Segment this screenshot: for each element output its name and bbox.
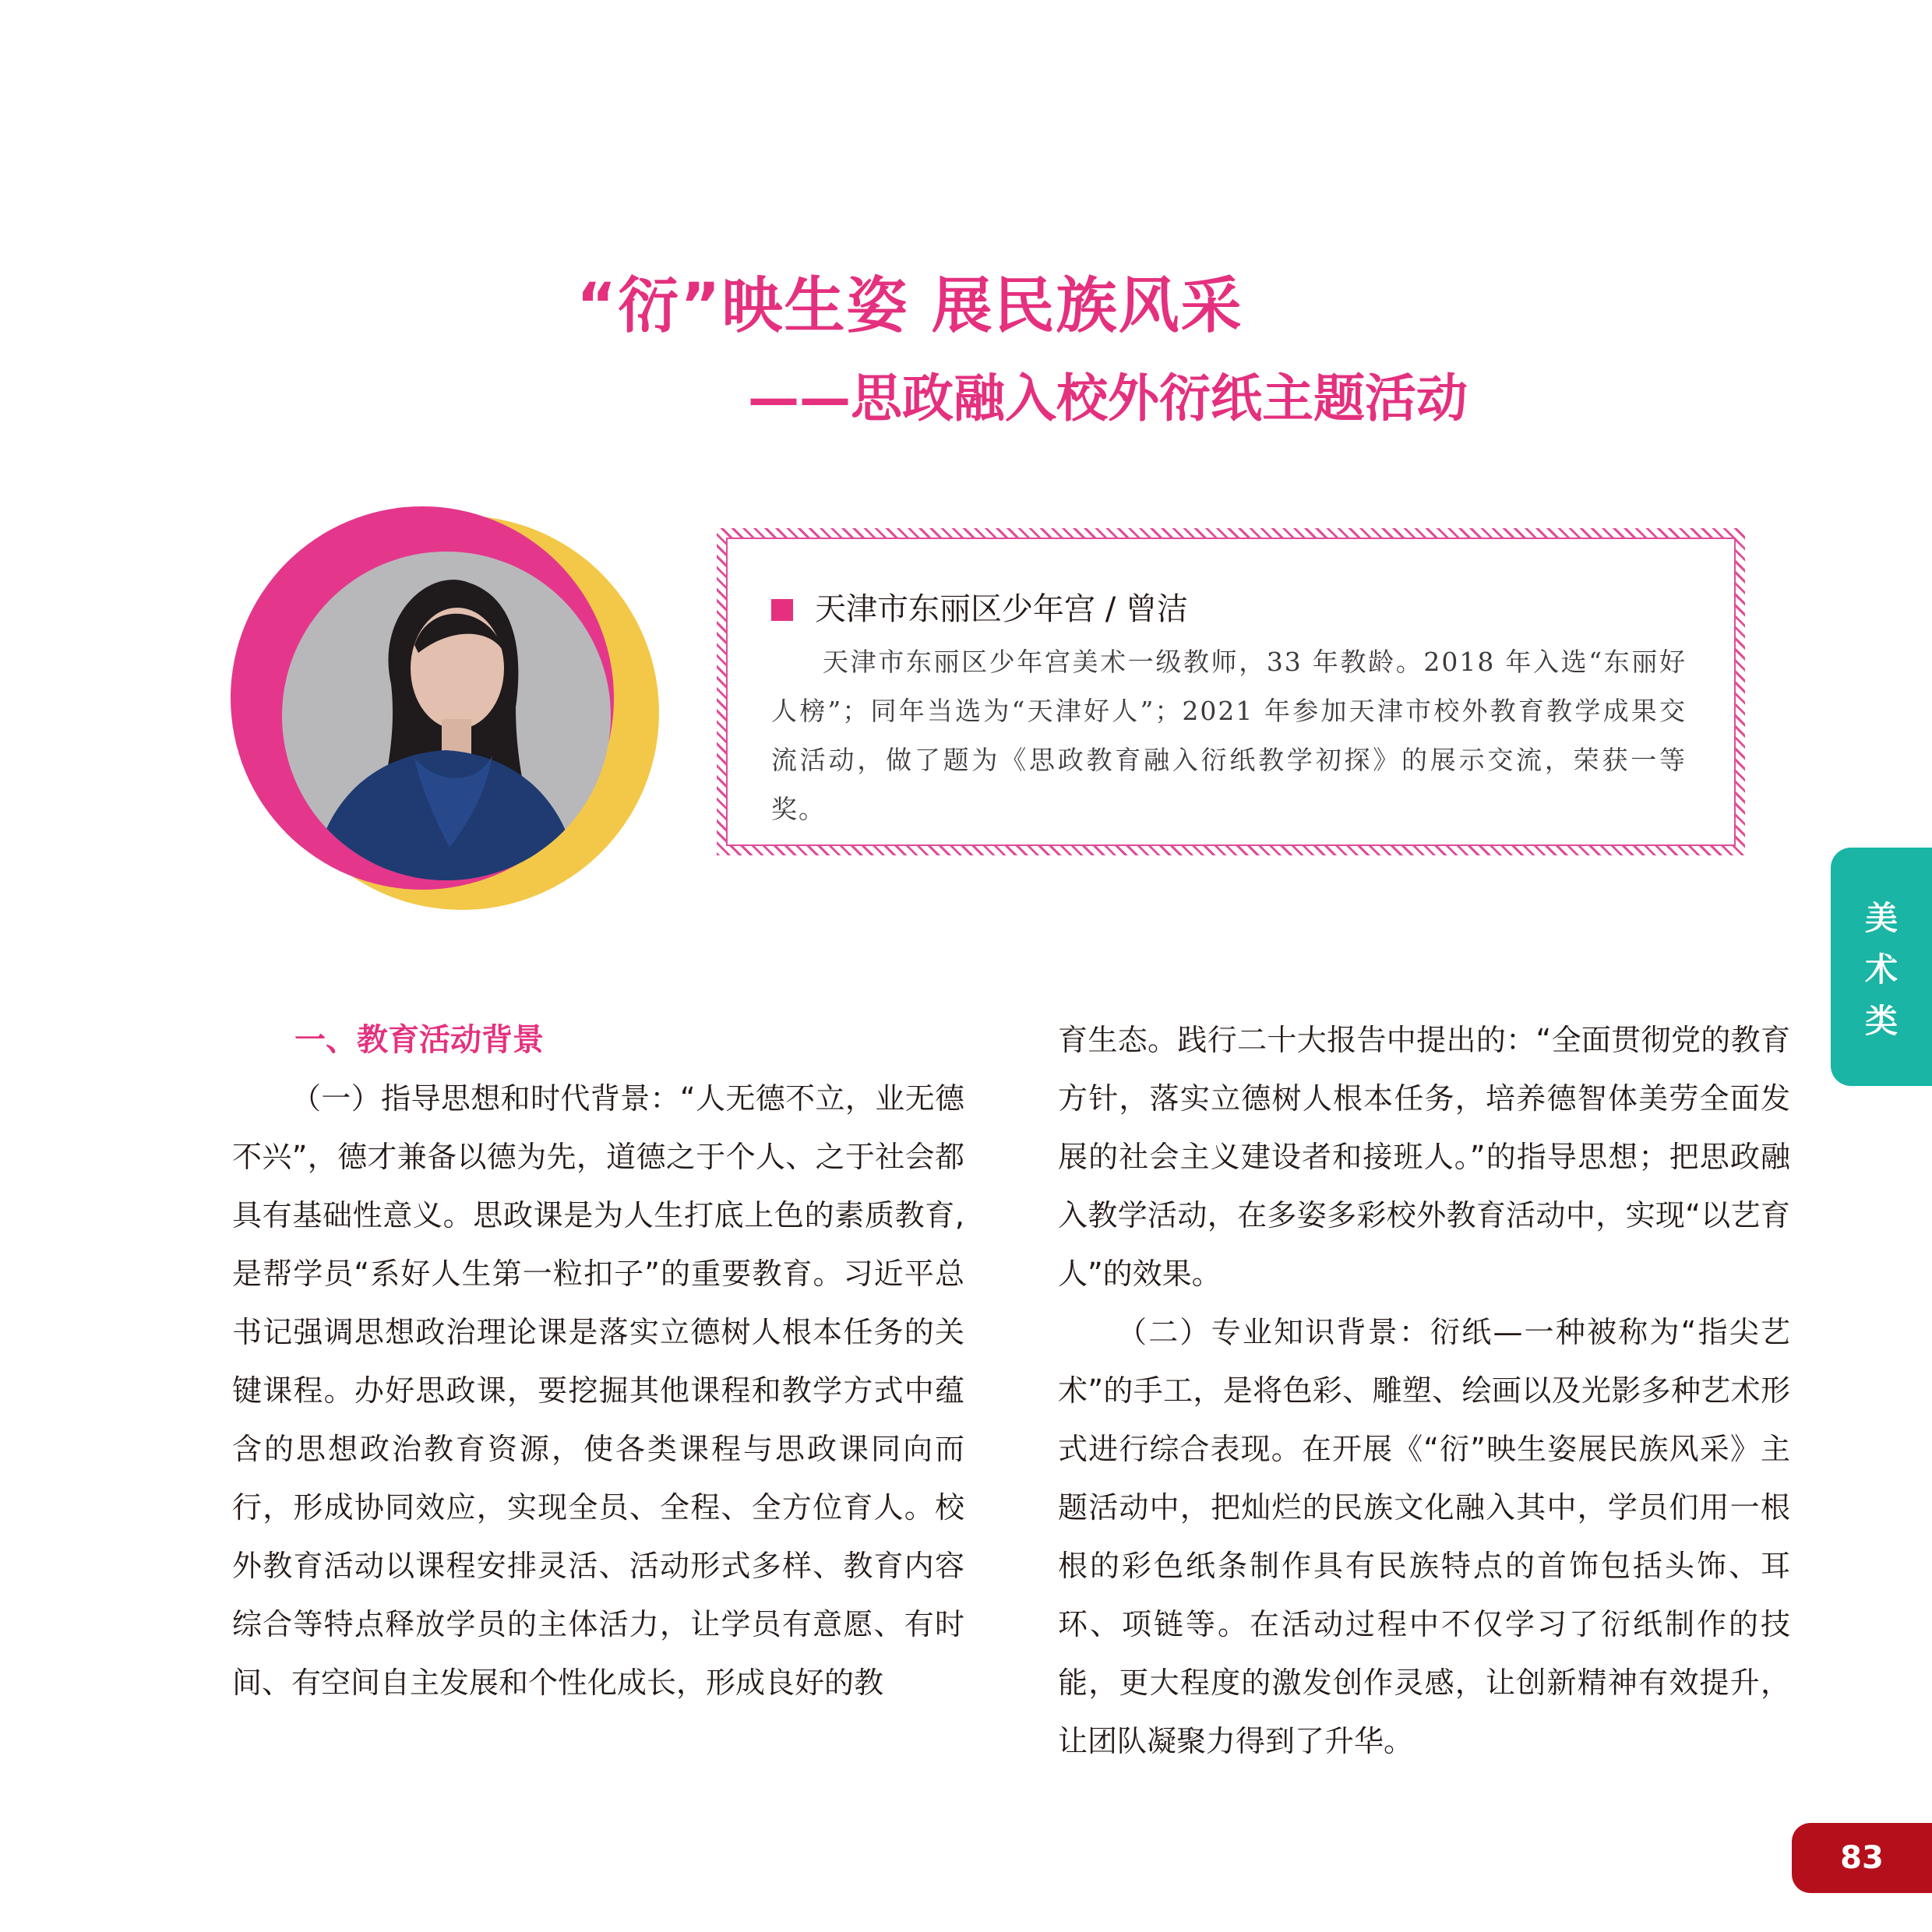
author-heading-text: 天津市东丽区少年宫 / 曾洁 [815, 591, 1188, 627]
section-heading: 一、教育活动背景 [294, 1022, 544, 1058]
author-heading [771, 584, 1188, 629]
author-bio-box [717, 528, 1745, 855]
right-paragraph-2: （二）专业知识背景：衍纸—一种被称为“指尖艺术”的手工，是将色彩、雕塑、绘画以及光影多种艺术形式进行综合表现。在开展《“衍”映生姿展民族风采》主题活动中，把灿烂的民族文化融入其中，学员们用一根根的彩色纸条制作具有民族特点的首饰包括头饰、耳环、项链等。在活动过程中不仅学习了衍纸制作的技能，更大程度的激发创作灵感，让创新精神有效提升，让团队凝聚力得到了升华。 [1058, 1315, 1790, 1758]
right-column [1058, 1011, 1790, 1771]
article-subtitle: ——思政融入校外衍纸主题活动 [748, 368, 1468, 428]
category-char-3: 类 [1864, 1002, 1898, 1040]
category-tab [1831, 848, 1932, 1086]
category-char-2: 术 [1864, 950, 1898, 989]
category-char-1: 美 [1864, 899, 1898, 937]
left-paragraph: （一）指导思想和时代背景：“人无德不立，业无德不兴”，德才兼备以德为先，道德之于个人、之于社会都具有基础性意义。思政课是为人生打底上色的素质教育,是帮学员“系好人生第一粒扣子”的重要教育。习近平总书记强调思想政治理论课是落实立德树人根本任务的关键课程。办好思政课，要挖掘其他课程和教学方式中蕴含的思想政治教育资源，使各类课程与思政课同向而行，形成协同效应，实现全员、全程、全方位育人。校外教育活动以课程安排灵活、活动形式多样、教育内容综合等特点释放学员的主体活力，让学员有意愿、有时间、有空间自主发展和个性化成长，形成良好的教 [232, 1081, 964, 1700]
right-paragraph-1: 育生态。践行二十大报告中提出的：“全面贯彻党的教育方针，落实立德树人根本任务，培养德智体美劳全面发展的社会主义建设者和接班人。”的指导思想；把思政融入教学活动，在多姿多彩校外教育活动中，实现“以艺育人”的效果。 [1058, 1023, 1790, 1291]
square-bullet-icon [771, 599, 793, 621]
author-bio: 天津市东丽区少年宫美术一级教师，33 年教龄。2018 年入选“东丽好人榜”；同年当选为“天津好人”；2021 年参加天津市校外教育教学成果交流活动，做了题为《思政教育融入衍纸教学初探》的展示交流，荣获一等奖。 [771, 647, 1687, 824]
left-column [232, 1011, 964, 1712]
article-title: “衍”映生姿 展民族风采 [576, 271, 1243, 341]
page-number: 83 [1792, 1823, 1932, 1893]
author-portrait [226, 506, 662, 911]
author-photo [282, 552, 611, 880]
